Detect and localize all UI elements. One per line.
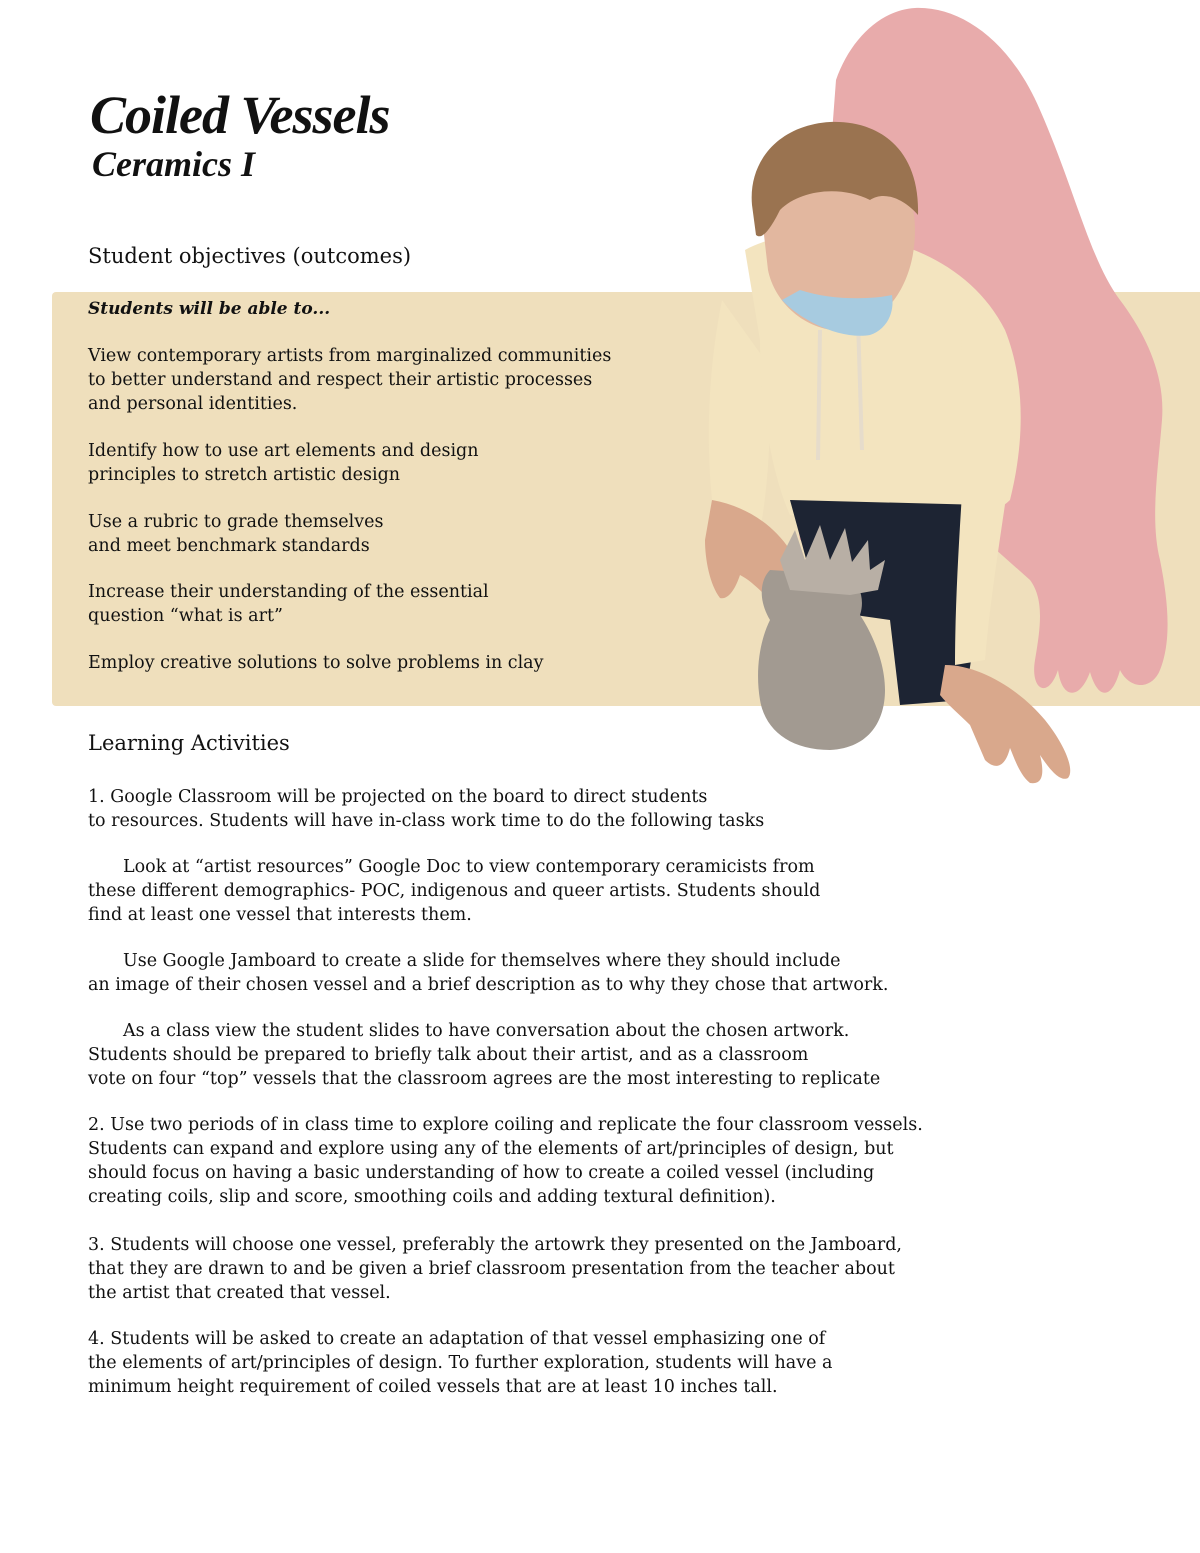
activity-paragraph: Look at “artist resources” Google Doc to view contemporary ceramicists from these different demographics- POC, indigenous and queer artists. Students should find at least one vessel that interests them. xyxy=(88,857,821,925)
activity-paragraph: 3. Students will choose one vessel, preferably the artowrk they presented on the Jamboard, that they are drawn to and be given a brief classroom presentation from the teacher about the artist that created that vessel. xyxy=(88,1235,902,1303)
activities-heading: Learning Activities xyxy=(88,731,290,755)
page-title: Coiled Vessels xyxy=(90,85,390,145)
activity-paragraph: 4. Students will be asked to create an adaptation of that vessel emphasizing one of the elements of art/principles of design. To further exploration, students will have a minimum height requirement of coiled vessels that are at least 10 inches tall. xyxy=(88,1329,833,1397)
activity-paragraph: 2. Use two periods of in class time to explore coiling and replicate the four classroom vessels. Students can expand and explore using any of the elements of art/principles of design, but should focus on having a basic understanding of how to create a coiled vessel (including creating coils, slip and score, smoothing coils and adding textural definition). xyxy=(88,1115,923,1207)
objective-item: Increase their understanding of the essential question “what is art” xyxy=(88,582,489,626)
objective-item: Identify how to use art elements and design principles to stretch artistic design xyxy=(88,441,479,485)
objectives-intro: Students will be able to... xyxy=(88,299,331,319)
activity-paragraph: As a class view the student slides to have conversation about the chosen artwork. Students should be prepared to briefly talk about their artist, and as a classroom vote on four “top” vessels that the classroom agrees are the most interesting to replicate xyxy=(88,1021,881,1089)
student-with-vessel-photo xyxy=(690,0,1200,800)
objectives-heading: Student objectives (outcomes) xyxy=(88,244,412,268)
objective-item: Use a rubric to grade themselves and meet benchmark standards xyxy=(88,512,384,556)
page-subtitle: Ceramics I xyxy=(92,144,256,184)
activity-paragraph: 1. Google Classroom will be projected on the board to direct students to resources. Students will have in-class work time to do the following tasks xyxy=(88,787,765,831)
objective-item: View contemporary artists from marginalized communities to better understand and respect their artistic processes and personal identities. xyxy=(88,346,612,414)
objective-item: Employ creative solutions to solve problems in clay xyxy=(88,653,544,673)
activity-paragraph: Use Google Jamboard to create a slide for themselves where they should include an image of their chosen vessel and a brief description as to why they chose that artwork. xyxy=(88,951,889,995)
